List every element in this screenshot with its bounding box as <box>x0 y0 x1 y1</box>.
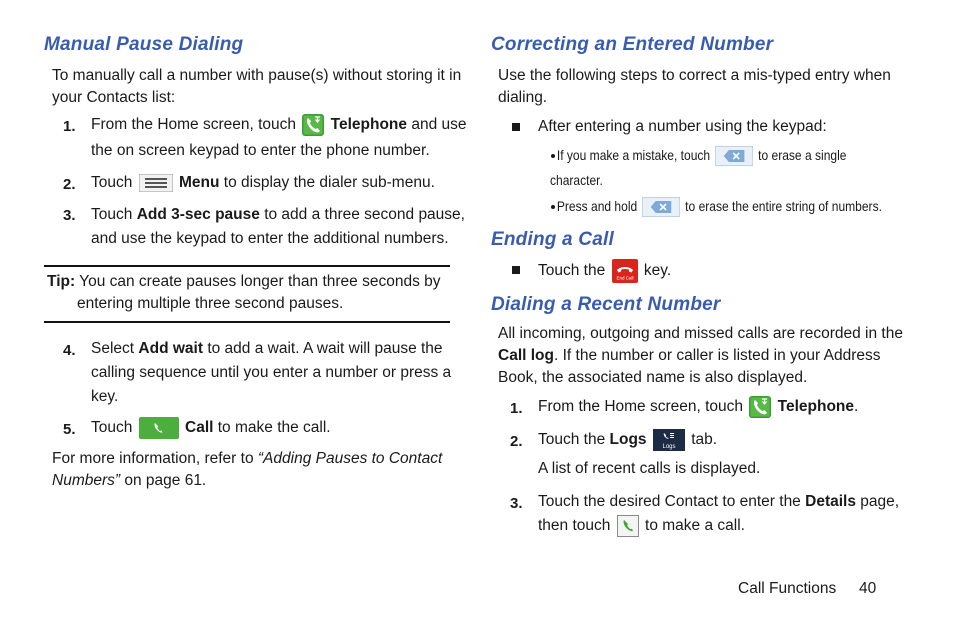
section-heading-manual-pause: Manual Pause Dialing <box>44 34 244 55</box>
logs-icon-label: Logs <box>662 444 676 450</box>
paragraph-bold: Call log <box>498 347 554 364</box>
call-icon <box>617 515 639 537</box>
step-text-part: From the Home screen, touch <box>538 398 744 416</box>
step-text-part: From the Home screen, touch <box>91 116 297 134</box>
step-text-part: then touch <box>538 517 611 535</box>
step-text-cont: and use the keypad to enter the additional numbers. <box>91 230 449 247</box>
step-text-bold: Details <box>805 493 856 510</box>
step-text-part: Touch <box>91 206 133 223</box>
step-number: 3. <box>510 495 523 512</box>
step-text-bold: Call <box>185 419 214 437</box>
step-text-cont: A list of recent calls is displayed. <box>538 460 761 477</box>
step-text-part: page, <box>860 493 900 510</box>
sub-bullet-text-cont: character. <box>550 172 603 188</box>
step-text <box>91 114 467 136</box>
step-number: 3. <box>63 207 76 224</box>
more-info <box>52 448 442 470</box>
tip-top-rule <box>44 265 450 267</box>
step-text-part: to display the dialer sub-menu. <box>223 174 435 191</box>
end-call-icon <box>612 259 638 283</box>
step-text <box>538 491 899 513</box>
bullet-part: Touch the <box>538 262 606 280</box>
sub-bullet-part: If you make a mistake, touch <box>556 147 711 163</box>
step-text-part: to add a three second pause, <box>264 206 465 223</box>
footer-section-title: Call Functions <box>738 580 837 597</box>
step-text-bold: Telephone <box>777 398 855 416</box>
section-heading-ending-call: Ending a Call <box>491 229 614 250</box>
telephone-icon <box>749 396 771 418</box>
step-text-cont <box>538 515 745 537</box>
paragraph-intro: Use the following steps to correct a mis-typed entry when <box>498 67 891 84</box>
end-call-icon-label: End Call <box>616 275 634 281</box>
cross-reference-link[interactable]: “Adding Pauses to Contact <box>257 450 443 467</box>
logs-icon <box>653 429 685 451</box>
step-text <box>91 172 435 194</box>
bullet-part: key. <box>643 262 672 280</box>
bullet-marker <box>512 123 520 131</box>
step-number: 2. <box>510 433 523 450</box>
step-text-part: . <box>854 398 859 416</box>
step-text-part: Touch the desired Contact to enter the <box>538 493 801 510</box>
step-text-part: Select <box>91 340 135 357</box>
telephone-icon <box>302 114 324 136</box>
step-number: 2. <box>63 176 76 193</box>
erase-icon <box>715 146 753 166</box>
step-text-bold: Menu <box>179 174 220 191</box>
step-text <box>538 396 858 418</box>
paragraph-part: . If the number or caller is listed in your Address <box>553 347 881 364</box>
bullet-marker <box>512 266 520 274</box>
more-info-part: on page 61. <box>124 472 207 489</box>
tip-label: Tip: <box>47 273 76 290</box>
step-text-part: and use <box>411 116 467 134</box>
step-text-cont: the on screen keypad to enter the phone number. <box>91 142 430 159</box>
step-text-bold: Logs <box>609 431 647 449</box>
tip-text-cont: entering multiple three second pauses. <box>77 295 344 312</box>
step-text-part: tab. <box>691 431 718 449</box>
step-text-part: to make the call. <box>217 419 331 437</box>
sub-bullet-text <box>550 195 882 217</box>
tip-bottom-rule <box>44 321 450 323</box>
paragraph-recent-cont <box>498 345 881 367</box>
step-number: 4. <box>63 342 76 359</box>
sub-bullet-text <box>550 144 846 166</box>
paragraph-intro-cont: your Contacts list: <box>52 89 176 106</box>
step-text <box>91 204 465 226</box>
paragraph-recent: All incoming, outgoing and missed calls are recorded in the <box>498 325 903 342</box>
more-info-cont <box>52 470 206 492</box>
cross-reference-link[interactable]: Numbers” <box>52 472 121 489</box>
more-info-part: For more information, refer to <box>52 450 254 467</box>
step-text-part: Touch <box>91 174 133 191</box>
sub-bullet-part: to erase a single <box>758 147 847 163</box>
step-text <box>91 338 443 360</box>
step-text-part: to add a wait. A wait will pause the <box>207 340 443 357</box>
sub-bullet-part: Press and hold <box>556 198 638 214</box>
paragraph-recent-cont: Book, the associated name is also displayed. <box>498 369 808 386</box>
paragraph-intro: To manually call a number with pause(s) without storing it in <box>52 67 462 84</box>
step-text <box>91 417 331 439</box>
erase-icon <box>642 197 680 217</box>
bullet-text: After entering a number using the keypad: <box>538 118 827 135</box>
step-number: 1. <box>63 118 76 135</box>
tip-text-part: You can create pauses longer than three seconds by <box>79 273 441 290</box>
step-number: 1. <box>510 400 523 417</box>
bullet-text <box>538 259 671 283</box>
sub-bullet-part: to erase the entire string of numbers. <box>685 198 882 214</box>
call-icon <box>139 417 179 439</box>
step-text-bold: Add 3-sec pause <box>136 206 260 223</box>
tip-text <box>47 271 441 293</box>
step-text-cont: key. <box>91 388 119 405</box>
section-heading-correcting: Correcting an Entered Number <box>491 34 774 55</box>
page-number: 40 <box>859 580 877 597</box>
step-text-bold: Add wait <box>138 340 203 357</box>
step-text-part: Touch <box>91 419 133 437</box>
step-text-cont: calling sequence until you enter a number or press a <box>91 364 452 381</box>
step-text <box>538 429 717 451</box>
menu-icon <box>139 174 173 192</box>
step-text-part: to make a call. <box>645 517 745 535</box>
paragraph-intro-cont: dialing. <box>498 89 548 106</box>
step-number: 5. <box>63 421 76 438</box>
section-heading-recent-number: Dialing a Recent Number <box>491 294 721 315</box>
step-text-bold: Telephone <box>330 116 408 134</box>
step-text-part: Touch the <box>538 431 606 449</box>
